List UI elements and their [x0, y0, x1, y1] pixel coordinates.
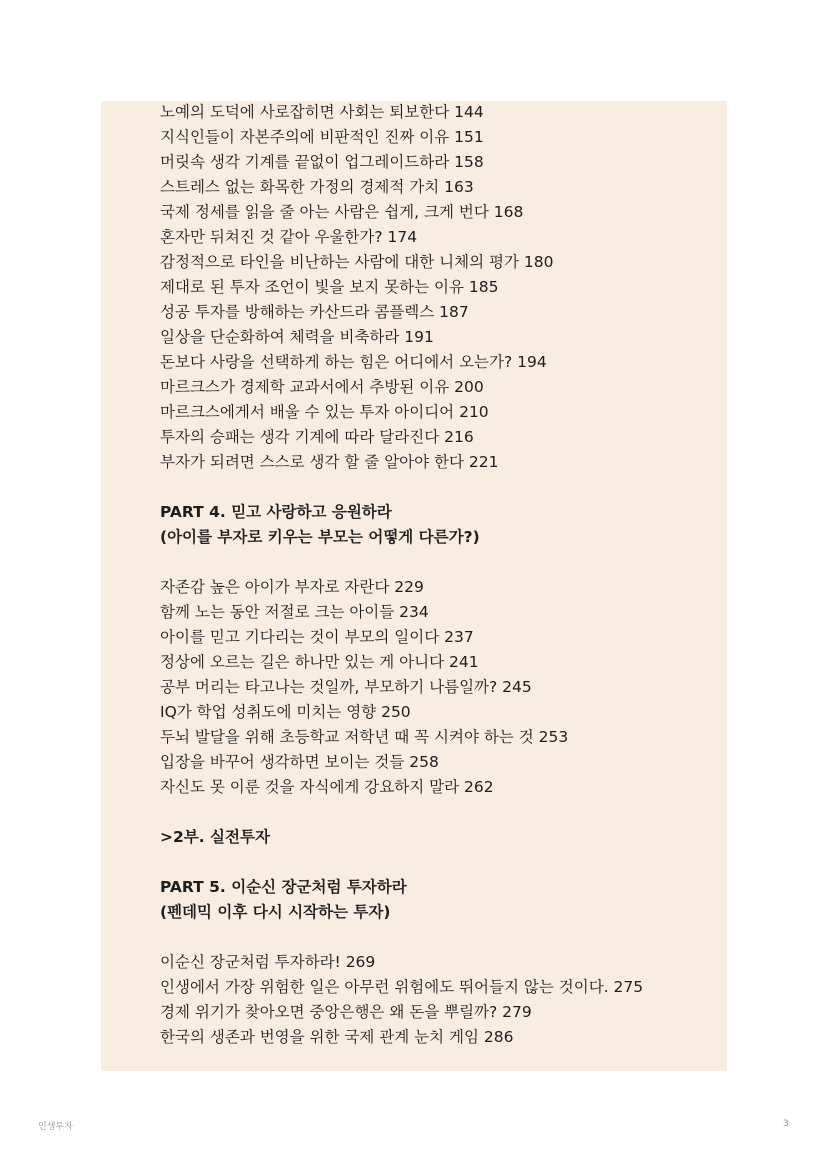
toc-entry: 한국의 생존과 번영을 위한 국제 관계 눈치 게임 286: [160, 1028, 514, 1046]
toc-entry: 일상을 단순화하여 체력을 비축하라 191: [160, 328, 434, 346]
part5-subtitle: (펜데믹 이후 다시 시작하는 투자): [160, 903, 391, 921]
toc-entry: 혼자만 뒤쳐진 것 같아 우울한가? 174: [160, 228, 418, 246]
spacer: [160, 800, 720, 825]
table-of-contents: [160, 100, 720, 1050]
toc-entry: 인생에서 가장 위험한 일은 아무런 위험에도 뛰어들지 않는 것이다. 275: [160, 978, 644, 996]
part4-title: PART 4. 믿고 사랑하고 응원하라: [160, 503, 392, 521]
toc-entry: 이순신 장군처럼 투자하라! 269: [160, 953, 376, 971]
toc-entry: 자신도 못 이룬 것을 자식에게 강요하지 말라 262: [160, 778, 494, 796]
toc-entry: 성공 투자를 방해하는 카산드라 콤플렉스 187: [160, 303, 469, 321]
spacer: [160, 925, 720, 950]
toc-entry: 부자가 되려면 스스로 생각 할 줄 알아야 한다 221: [160, 453, 499, 471]
part3-items-list: [160, 100, 720, 475]
spacer: [160, 850, 720, 875]
toc-entry: 제대로 된 투자 조언이 빛을 보지 못하는 이유 185: [160, 278, 499, 296]
toc-entry: 경제 위기가 찾아오면 중앙은행은 왜 돈을 뿌릴까? 279: [160, 1003, 532, 1021]
toc-entry: 두뇌 발달을 위해 초등학교 저학년 때 꼭 시켜야 하는 것 253: [160, 728, 569, 746]
section2-title: >2부. 실전투자: [160, 828, 270, 846]
footer-page-number: 3: [783, 1119, 789, 1129]
toc-entry: 자존감 높은 아이가 부자로 자란다 229: [160, 578, 424, 596]
toc-entry: 함께 노는 동안 저절로 크는 아이들 234: [160, 603, 429, 621]
toc-entry: IQ가 학업 성취도에 미치는 영향 250: [160, 703, 411, 721]
spacer: [160, 550, 720, 575]
toc-entry: 마르크스가 경제학 교과서에서 추방된 이유 200: [160, 378, 484, 396]
toc-entry: 입장을 바꾸어 생각하면 보이는 것들 258: [160, 753, 439, 771]
toc-entry: 마르크스에게서 배울 수 있는 투자 아이디어 210: [160, 403, 489, 421]
footer-book-title: 인생투자: [38, 1122, 73, 1132]
toc-entry: 아이를 믿고 기다리는 것이 부모의 일이다 237: [160, 628, 474, 646]
toc-entry: 지식인들이 자본주의에 비판적인 진짜 이유 151: [160, 128, 484, 146]
part5-title: PART 5. 이순신 장군처럼 투자하라: [160, 878, 407, 896]
toc-entry: 돈보다 사랑을 선택하게 하는 힘은 어디에서 오는가? 194: [160, 353, 547, 371]
toc-entry: 노예의 도덕에 사로잡히면 사회는 퇴보한다 144: [160, 103, 484, 121]
toc-entry: 공부 머리는 타고나는 것일까, 부모하기 나름일까? 245: [160, 678, 532, 696]
toc-entry: 머릿속 생각 기계를 끝없이 업그레이드하라 158: [160, 153, 484, 171]
part4-items-list: [160, 575, 720, 800]
toc-entry: 정상에 오르는 길은 하나만 있는 게 아니다 241: [160, 653, 479, 671]
spacer: [160, 475, 720, 500]
toc-entry: 투자의 승패는 생각 기계에 따라 달라진다 216: [160, 428, 474, 446]
part5-items-list: [160, 950, 720, 1050]
toc-entry: 감정적으로 타인을 비난하는 사람에 대한 니체의 평가 180: [160, 253, 554, 271]
toc-entry: 국제 정세를 읽을 줄 아는 사람은 쉽게, 크게 번다 168: [160, 203, 524, 221]
toc-entry: 스트레스 없는 화목한 가정의 경제적 가치 163: [160, 178, 474, 196]
part4-subtitle: (아이를 부자로 키우는 부모는 어떻게 다른가?): [160, 528, 480, 546]
